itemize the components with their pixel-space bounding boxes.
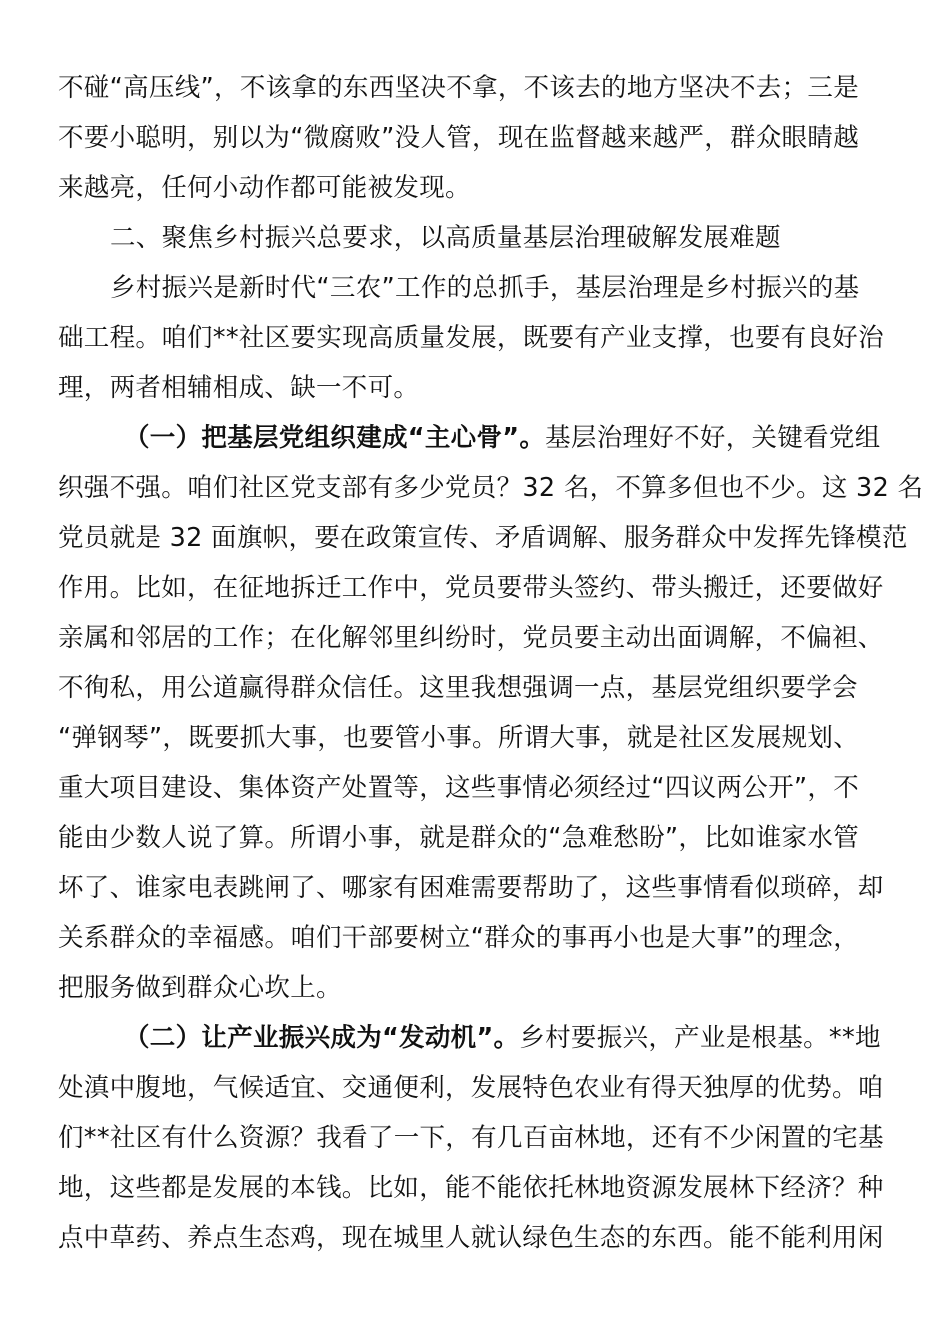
paragraph-line: 不碰“高压线”，不该拿的东西坚决不拿，不该去的地方坚决不去；三是 [58, 73, 860, 103]
subsection-line [58, 413, 892, 463]
paragraph-text: 乡村要振兴，产业是根基。**地 [519, 1023, 881, 1053]
paragraph-line: 坏了、谁家电表跳闸了、哪家有困难需要帮助了，这些事情看似琐碎，却 [58, 873, 884, 903]
document-page [58, 63, 924, 1263]
paragraph-line: 处滇中腹地，气候适宜、交通便利，发展特色农业有得天独厚的优势。咱 [58, 1073, 884, 1103]
paragraph-line: 作用。比如，在征地拆迁工作中，党员要带头签约、带头搬迁，还要做好 [58, 573, 884, 603]
paragraph-line: 地，这些都是发展的本钱。比如，能不能依托林地资源发展林下经济？种 [58, 1173, 884, 1203]
subsection-line [58, 1013, 892, 1063]
paragraph-line: 乡村振兴是新时代“三农”工作的总抓手，基层治理是乡村振兴的基 [110, 273, 860, 303]
paragraph-line: “弹钢琴”，既要抓大事，也要管小事。所谓大事，就是社区发展规划、 [58, 723, 860, 753]
paragraph-line: 不徇私，用公道赢得群众信任。这里我想强调一点，基层党组织要学会 [58, 673, 858, 703]
paragraph-line: 能由少数人说了算。所谓小事，就是群众的“急难愁盼”，比如谁家水管 [58, 823, 860, 853]
paragraph-line: 关系群众的幸福感。咱们干部要树立“群众的事再小也是大事”的理念， [58, 923, 860, 953]
paragraph-line: 织强不强。咱们社区党支部有多少党员？32 名，不算多但也不少。这 32 名 [58, 473, 924, 503]
subsection-heading: （一）把基层党组织建成“主心骨”。 [124, 423, 546, 453]
paragraph-line: 亲属和邻居的工作；在化解邻里纠纷时，党员要主动出面调解，不偏袒、 [58, 623, 884, 653]
section-heading: 二、聚焦乡村振兴总要求，以高质量基层治理破解发展难题 [110, 223, 781, 253]
paragraph-text: 基层治理好不好，关键看党组 [545, 423, 881, 453]
paragraph-line: 党员就是 32 面旗帜，要在政策宣传、矛盾调解、服务群众中发挥先锋模范 [58, 523, 908, 553]
paragraph-line: 不要小聪明，别以为“微腐败”没人管，现在监督越来越严，群众眼睛越 [58, 123, 860, 153]
paragraph-line: 点中草药、养点生态鸡，现在城里人就认绿色生态的东西。能不能利用闲 [58, 1223, 884, 1253]
paragraph-line: 把服务做到群众心坎上。 [58, 973, 342, 1003]
paragraph-line: 理，两者相辅相成、缺一不可。 [58, 373, 420, 403]
paragraph-line: 础工程。咱们**社区要实现高质量发展，既要有产业支撑，也要有良好治 [58, 323, 884, 353]
paragraph-line: 来越亮，任何小动作都可能被发现。 [58, 173, 471, 203]
paragraph-line: 重大项目建设、集体资产处置等，这些事情必须经过“四议两公开”，不 [58, 773, 860, 803]
paragraph-line: 们**社区有什么资源？我看了一下，有几百亩林地，还有不少闲置的宅基 [58, 1123, 884, 1153]
subsection-heading: （二）让产业振兴成为“发动机”。 [124, 1023, 520, 1053]
